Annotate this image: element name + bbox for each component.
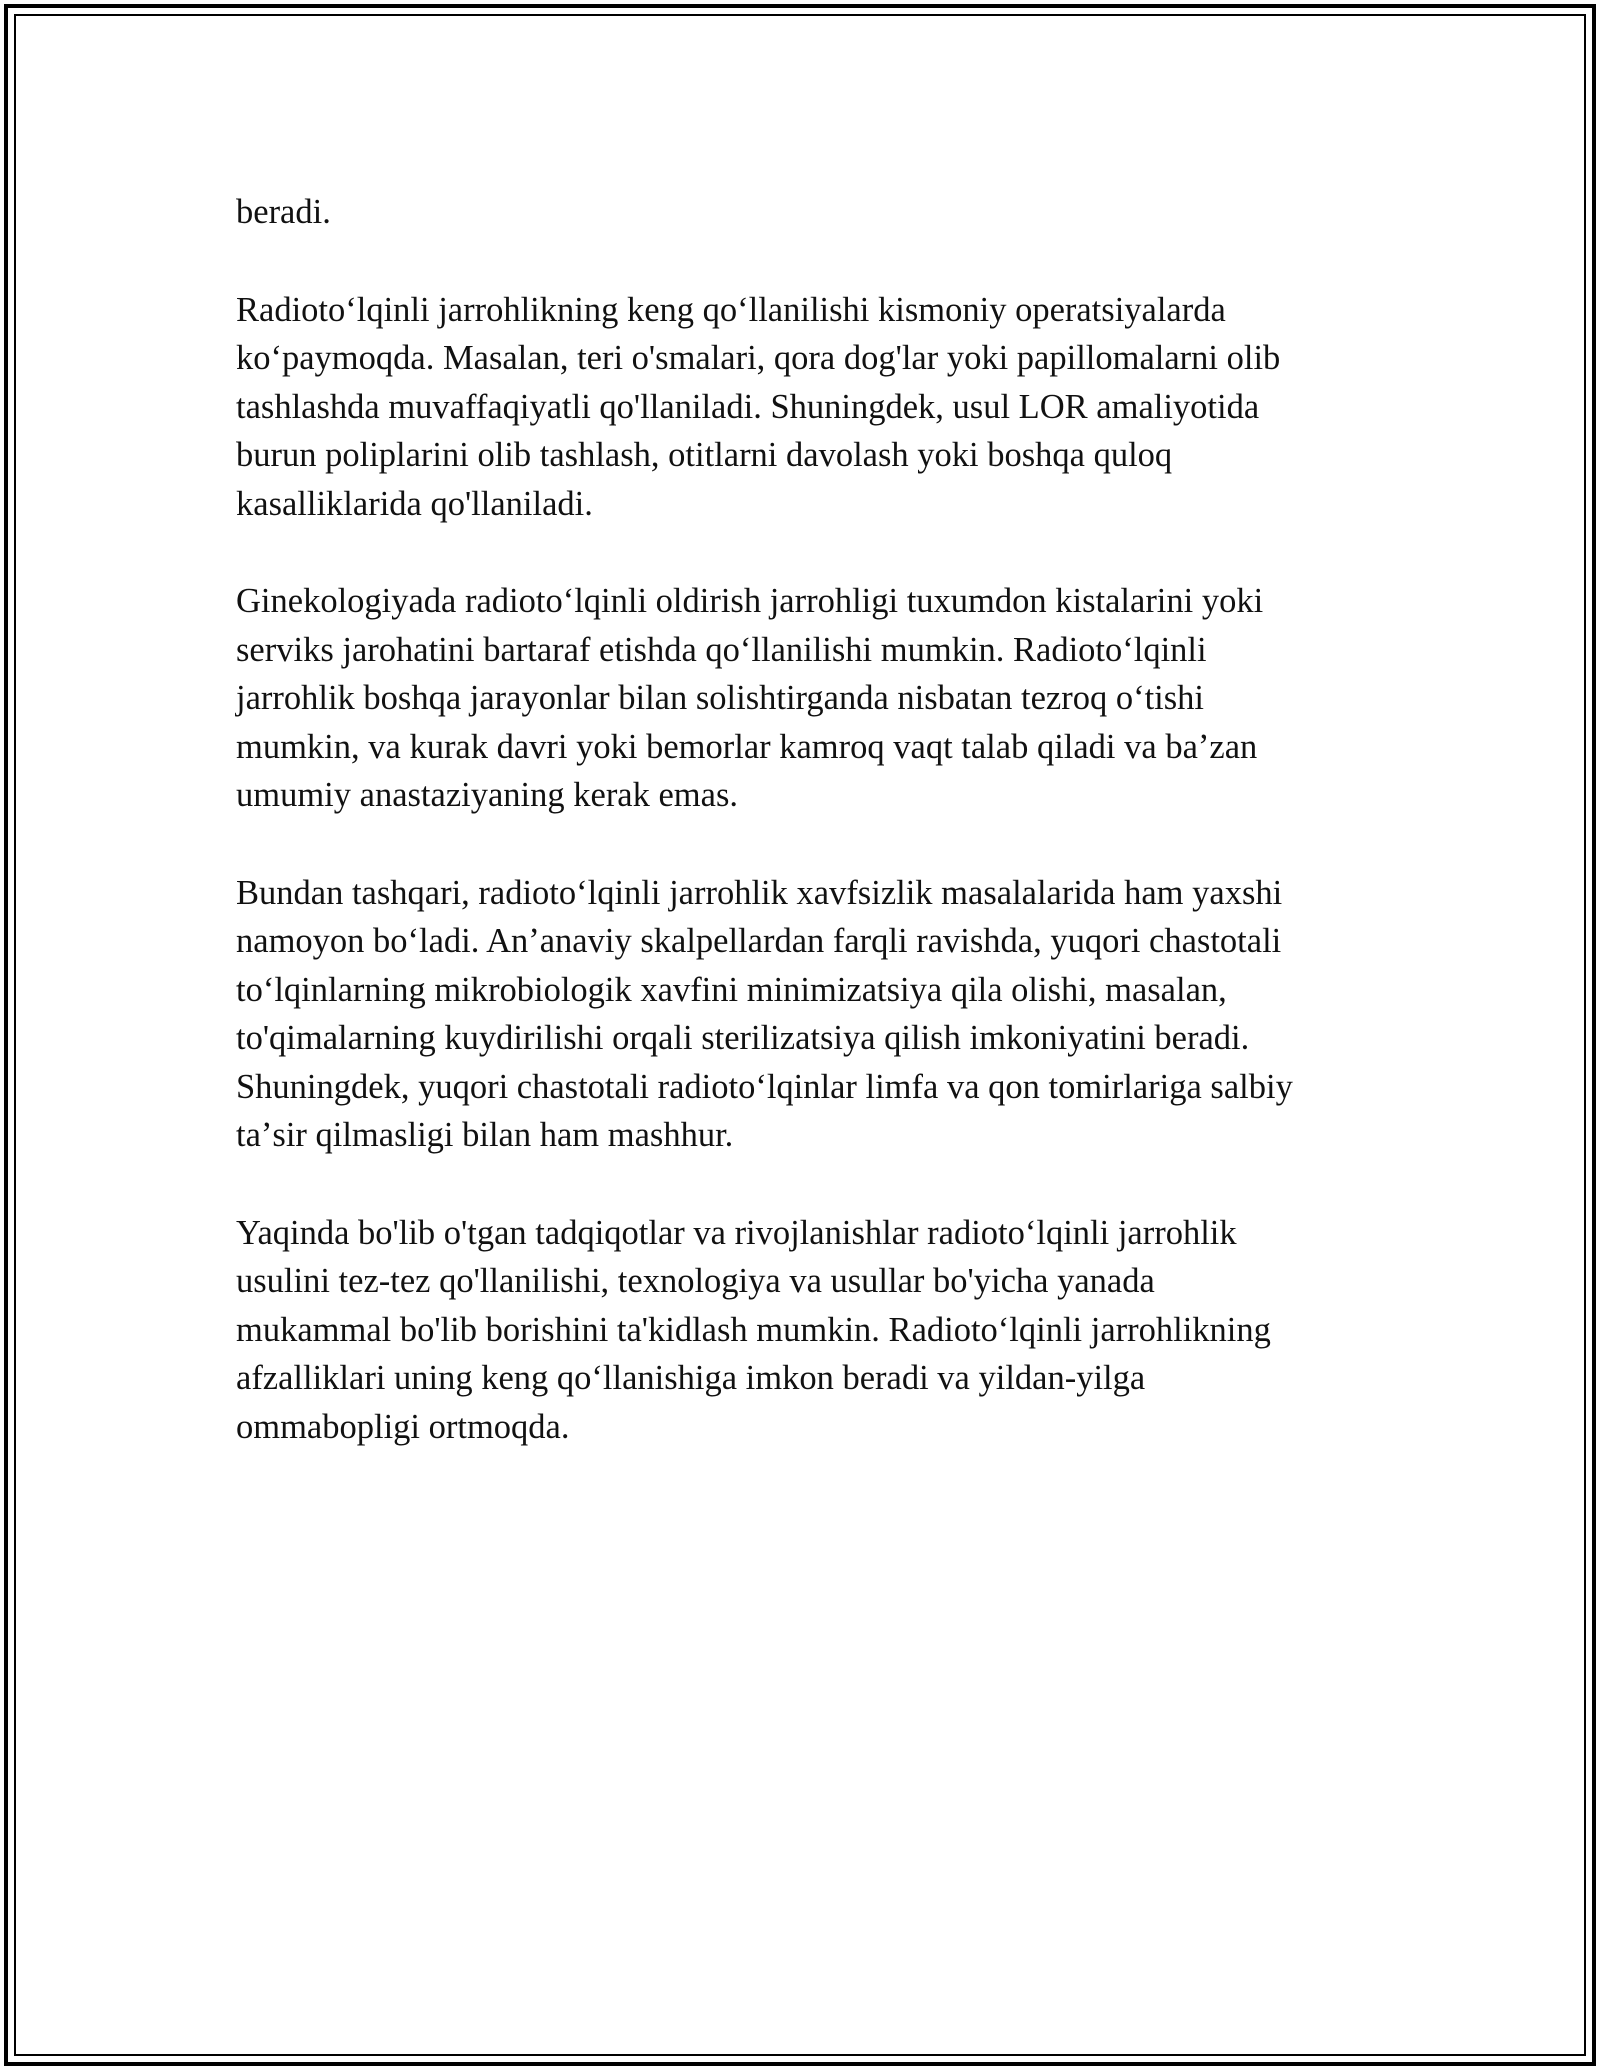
paragraph-safety: Bundan tashqari, radiotoʻlqinli jarrohlik xavfsizlik masalalarida ham yaxshi namoyon boʻladi. Anʼanaviy skalpellardan farqli ravishda, yuqori chastotali toʻlqinlarning mikrobiologik xavfini minimizatsiya qila olishi, masalan, to'qimalarning kuydirilishi orqali sterilizatsiya qilish imkoniyatini beradi. Shuningdek, yuqori chastotali radiotoʻlqinlar limfa va qon tomirlariga salbiy taʼsir qilmasligi bilan ham mashhur.: [236, 873, 1293, 1154]
paragraph-gynecology: Ginekologiyada radiotoʻlqinli oldirish jarrohligi tuxumdon kistalarini yoki serviks jarohatini bartaraf etishda qoʻllanilishi mumkin. Radiotoʻlqinli jarrohlik boshqa jarayonlar bilan solishtirganda nisbatan tezroq oʻtishi mumkin, va kurak davri yoki bemorlar kamroq vaqt talab qiladi va baʼzan umumiy anastaziyaning kerak emas.: [236, 582, 1264, 814]
document-body: [236, 188, 1366, 1500]
paragraph-continuation: beradi.: [236, 193, 331, 231]
paragraph-research: Yaqinda bo'lib o'tgan tadqiqotlar va rivojlanishlar radiotoʻlqinli jarrohlik usulini tez-tez qo'llanilishi, texnologiya va usullar bo'yicha yanada mukammal bo'lib borishini ta'kidlash mumkin. Radiotoʻlqinli jarrohlikning afzalliklari uning keng qoʻllanishiga imkon beradi va yildan-yilga ommabopligi ortmoqda.: [236, 1213, 1271, 1446]
paragraph-applications: Radiotoʻlqinli jarrohlikning keng qoʻllanilishi kismoniy operatsiyalarda koʻpaymoqda. Masalan, teri o'smalari, qora dog'lar yoki papillomalarni olib tashlashda muvaffaqiyatli qo'llaniladi. Shuningdek, usul LOR amaliyotida burun poliplarini olib tashlash, otitlarni davolash yoki boshqa quloq kasalliklarida qo'llaniladi.: [236, 290, 1281, 523]
